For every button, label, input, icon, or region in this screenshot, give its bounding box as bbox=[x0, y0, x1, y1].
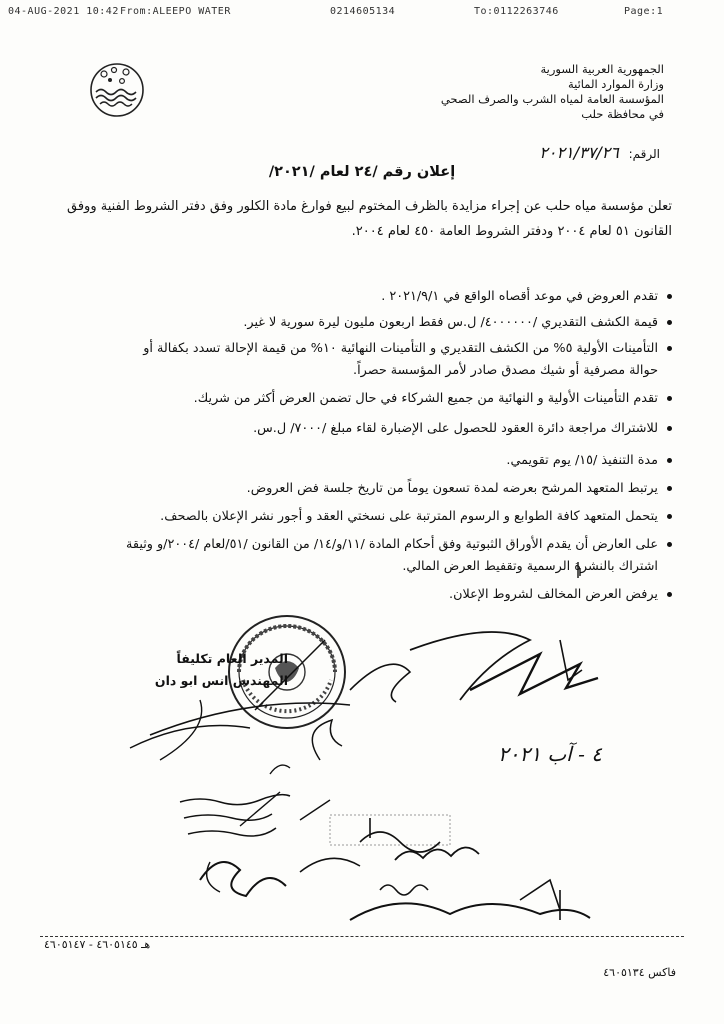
fax-header bbox=[8, 6, 716, 22]
list-item: على العارض أن يقدم الأوراق الثبوتية وفق أحكام المادة /١١/و/١٤/ من القانون /٥١/لعام /٢٠٠٤/و وثيقة اشتراك بالنشرة الرسمية وتقفيط العرض المالي. bbox=[60, 534, 672, 578]
reference-number bbox=[539, 143, 660, 162]
fax-to: To:0112263746 bbox=[474, 6, 559, 17]
fax-from: From:ALEEPO WATER bbox=[120, 6, 231, 17]
footer-divider bbox=[40, 936, 684, 937]
signature-block bbox=[148, 648, 288, 692]
bullet-icon bbox=[667, 346, 672, 351]
reference-label: الرقم: bbox=[628, 147, 660, 161]
intro-line-1: تعلن مؤسسة مياه حلب عن إجراء مزايدة بالظرف المختوم لبيع فوارغ مادة الكلور وفق دفتر الشروط الفنية ووفق bbox=[67, 199, 672, 214]
list-item: يتحمل المتعهد كافة الطوابع و الرسوم المترتبة على نسختي العقد و أجور نشر الإعلان بالصحف. bbox=[60, 506, 672, 528]
bullet-icon bbox=[667, 486, 672, 491]
footer-fax: فاكس ٤٦٠٥١٣٤ bbox=[603, 966, 676, 979]
bullet-icon bbox=[667, 514, 672, 519]
footer-phones: هـ ٤٦٠٥١٤٥ - ٤٦٠٥١٤٧ bbox=[44, 938, 151, 951]
list-item: مدة التنفيذ /١٥/ يوم تقويمي. bbox=[60, 450, 672, 472]
list-item: يرتبط المتعهد المرشح بعرضه لمدة تسعون يوماً من تاريخ جلسة فض العروض. bbox=[60, 478, 672, 500]
fax-datetime: 04-AUG-2021 10:42 bbox=[8, 6, 119, 17]
bullet-icon bbox=[667, 396, 672, 401]
list-item: قيمة الكشف التقديري /٤٠٠٠٠٠٠/ ل.س فقط اربعون مليون ليرة سورية لا غير. bbox=[60, 312, 672, 334]
signer-role: المدير العام تكليفاً bbox=[176, 651, 288, 666]
list-item: للاشتراك مراجعة دائرة العقود للحصول على الإضبارة لقاء مبلغ /٧٠٠٠/ ل.س. bbox=[60, 418, 672, 440]
bullet-icon bbox=[667, 320, 672, 325]
organization-heading bbox=[440, 62, 664, 122]
reference-value: ٢٠٢١/٣٧/٢٦ bbox=[539, 143, 619, 162]
organization-logo-icon bbox=[88, 60, 146, 118]
bullet-icon bbox=[667, 426, 672, 431]
org-line-republic: الجمهورية العربية السورية bbox=[540, 62, 664, 76]
list-item: تقدم التأمينات الأولية و النهائية من جميع الشركاء في حال تضمن العرض أكثر من شريك. bbox=[60, 388, 672, 410]
announcement-title: إعلان رقم /٢٤ لعام /٢٠٢١/ bbox=[268, 164, 456, 180]
announcement-intro bbox=[58, 194, 672, 244]
org-line-ministry: وزارة الموارد المائية bbox=[567, 77, 664, 91]
handwritten-date: ٤ - آب ٢٠٢١ bbox=[498, 742, 602, 766]
org-line-establishment: المؤسسة العامة لمياه الشرب والصرف الصحي bbox=[440, 92, 664, 106]
list-item: يرفض العرض المخالف لشروط الإعلان. bbox=[60, 584, 672, 606]
fax-sender-number: 0214605134 bbox=[330, 6, 396, 17]
signer-name: المهندس انس ابو دان bbox=[154, 673, 288, 688]
list-item: تقدم العروض في موعد أقصاه الواقع في ٢٠٢١/٩/١ . bbox=[60, 286, 672, 308]
intro-line-2: القانون ٥١ لعام ٢٠٠٤ ودفتر الشروط العامة ٤٥٠ لعام ٢٠٠٤. bbox=[351, 224, 672, 239]
fax-page: Page:1 bbox=[624, 6, 664, 17]
org-line-governorate: في محافظة حلب bbox=[581, 107, 664, 121]
bullet-icon bbox=[667, 458, 672, 463]
list-item: التأمينات الأولية ٥% من الكشف التقديري و التأمينات النهائية ١٠% من قيمة الإحالة تسدد بكفالة أو حوالة مصرفية أو شيك مصدق صادر لأمر المؤسسة حصراً. bbox=[60, 338, 672, 382]
bullet-icon bbox=[667, 542, 672, 547]
bullet-icon bbox=[667, 592, 672, 597]
bullet-icon bbox=[667, 294, 672, 299]
conditions-list bbox=[60, 286, 672, 606]
